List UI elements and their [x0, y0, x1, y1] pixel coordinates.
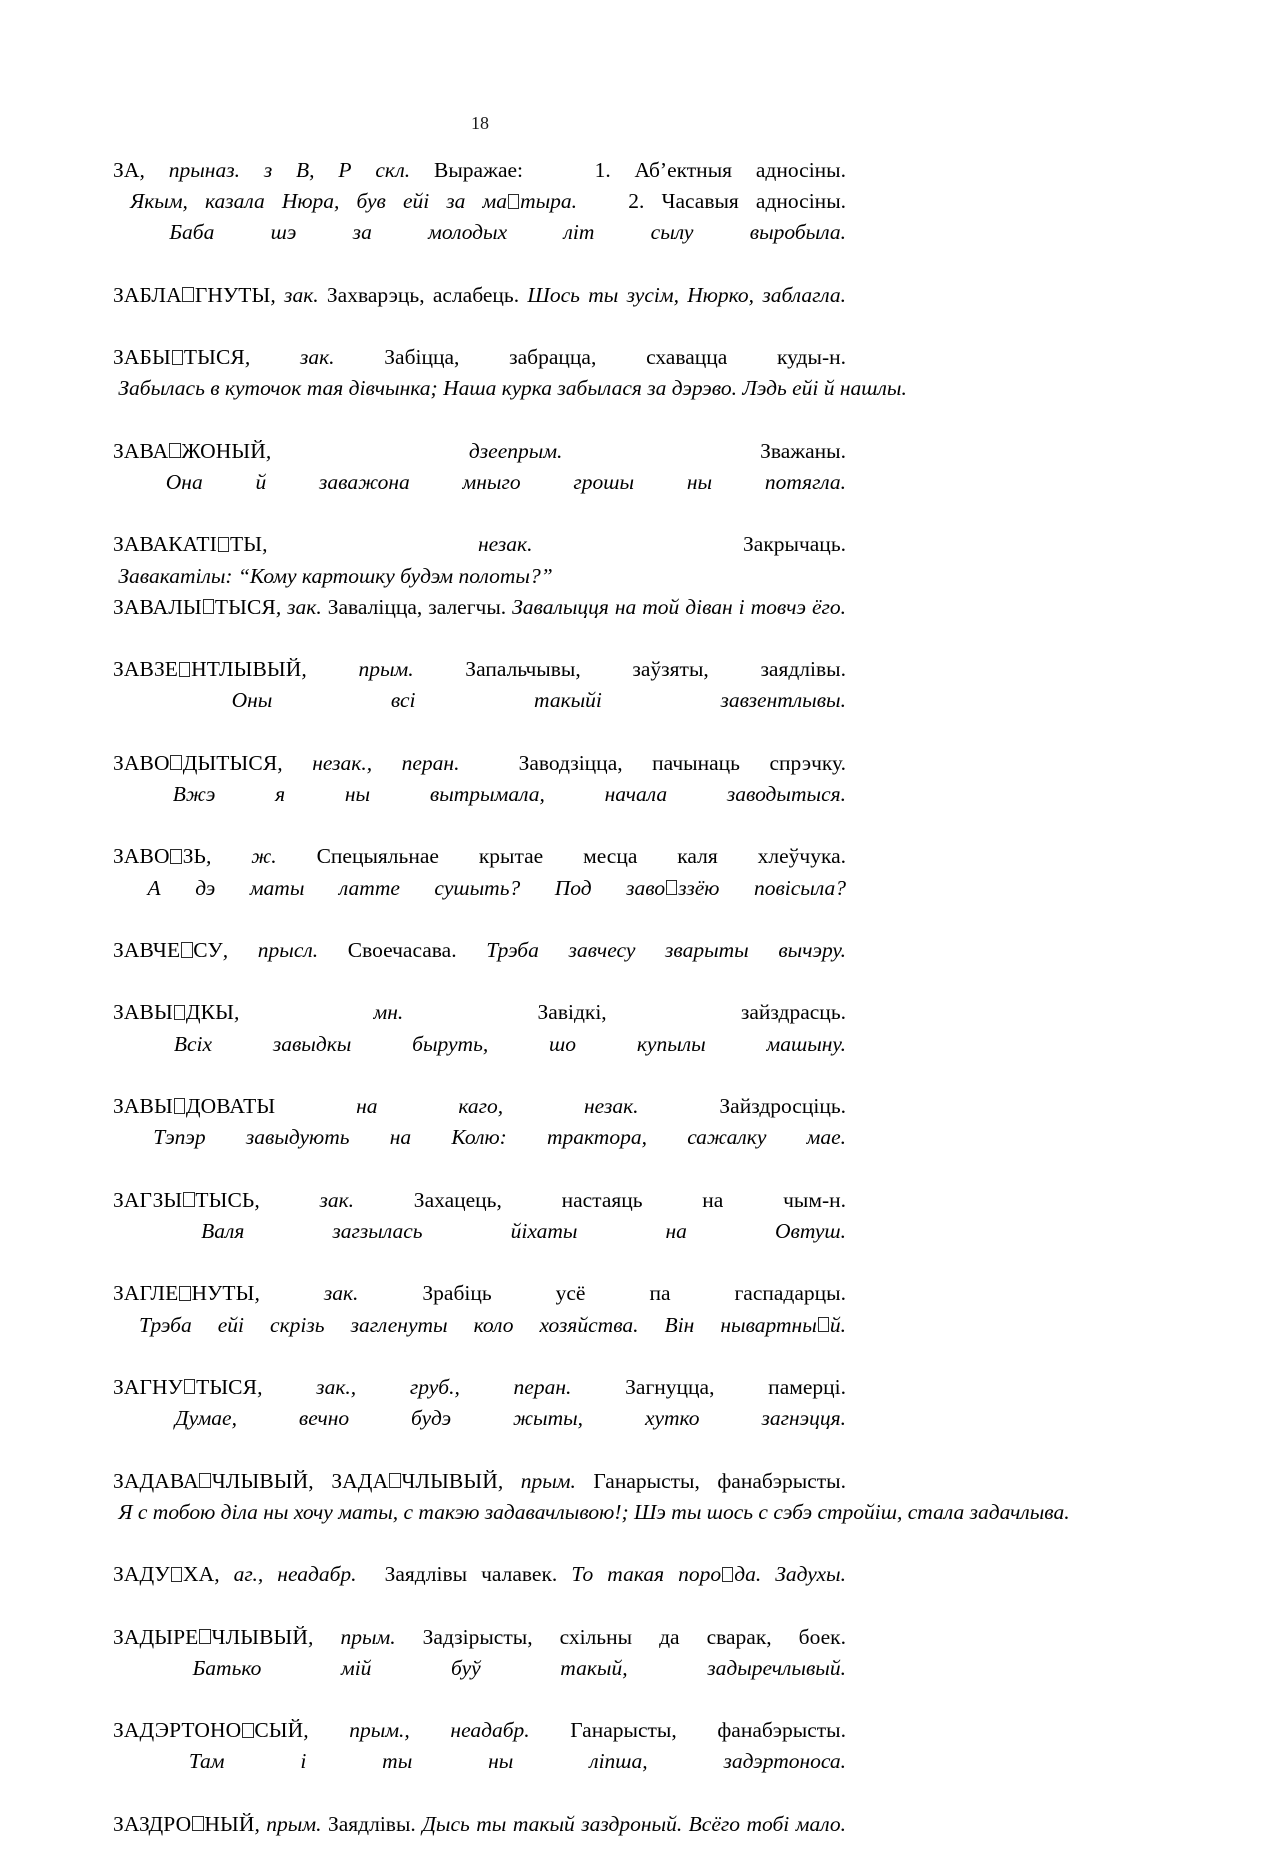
entry-definition: Закрычаць. — [532, 532, 846, 557]
dictionary-entry — [113, 1278, 846, 1372]
entry-grammar-label: , зак. — [254, 1281, 359, 1306]
entry-headword: ЗАДЫРЕ ЧЛЫВЫЙ — [113, 1624, 309, 1649]
entry-grammar-label: , зак. — [275, 594, 322, 619]
entry-example: Забылась в куточок тая дівчынка; Наша курка забылася за дэрэво. Лэдь ейі й нашлы. — [113, 376, 907, 401]
entry-headword: ЗАВО ДЫТЫСЯ — [113, 750, 278, 775]
entry-grammar-label: , зак. — [254, 1187, 355, 1212]
entry-headword: ЗАДУ ХА — [113, 1562, 215, 1587]
missing-glyph-box — [170, 755, 182, 770]
sense-example: Баба шэ за молодых літ сылу выробыла. — [113, 220, 846, 245]
entry-grammar-label: , аг., неадабр. — [214, 1562, 357, 1587]
missing-glyph-box — [818, 1317, 830, 1332]
dictionary-entry — [113, 654, 846, 748]
missing-glyph-box — [174, 1005, 186, 1020]
entry-headword: ЗАДЭРТОНО СЫЙ — [113, 1718, 304, 1743]
dictionary-entry — [113, 1715, 846, 1809]
entry-definition: Запальчывы, заўзяты, заядлівы. — [413, 657, 846, 682]
missing-glyph-box — [183, 1192, 195, 1207]
entry-example: Валя загзылась йіхаты на Овтуш. — [113, 1218, 846, 1243]
entry-headword: ЗАВАЛЫ ТЫСЯ — [113, 594, 276, 619]
sense-number: 2. — [577, 189, 645, 214]
sense-definition: Часавыя адносіны. — [644, 189, 847, 214]
entry-headword: ЗАВА ЖОНЫЙ — [113, 438, 266, 463]
entry-definition: Зайздросціць. — [638, 1094, 847, 1119]
entry-headword: ЗАВО ЗЬ — [113, 844, 207, 869]
entry-grammar-label: , зак. — [270, 282, 319, 307]
missing-glyph-box — [242, 1723, 254, 1738]
missing-glyph-box — [508, 194, 520, 209]
entry-definition: Заваліцца, залегчы. — [321, 594, 507, 619]
dictionary-entry-list — [113, 155, 1070, 1871]
dictionary-entry — [113, 1372, 846, 1466]
missing-glyph-box — [182, 287, 194, 302]
dictionary-entry — [113, 155, 846, 280]
entry-grammar-label: , прым. — [301, 657, 414, 682]
dictionary-entry — [113, 342, 907, 436]
entry-example: Я с тобою діла ны хочу маты, с такэю задавачлывою!; Шэ ты шось с сэбэ стройіш, стала задачлыва. — [113, 1499, 1070, 1524]
dictionary-entry — [113, 280, 846, 342]
entry-definition: Захацець, настаяць на чым-н. — [354, 1187, 846, 1212]
missing-glyph-box — [174, 1098, 186, 1113]
entry-example: Там і ты ны ліпша, задэртоноса. — [113, 1749, 846, 1774]
dictionary-entry — [113, 841, 846, 935]
entry-grammar-label: , прысл. — [222, 938, 319, 963]
entry-example: Тэпэр завыдують на Колю: трактора, сажалку мае. — [113, 1125, 846, 1150]
entry-definition: Захварэць, аслабець. — [318, 282, 520, 307]
entry-headword: ЗАВЧЕ СУ — [113, 938, 223, 963]
entry-grammar-label: , зак. — [244, 345, 335, 370]
entry-example: Завалыцця на той діван і товчэ ёго. — [506, 594, 846, 619]
entry-example: А дэ маты латте сушыть? Под заво ззёю повісыла? — [113, 875, 846, 900]
entry-definition: Загнуцца, памерці. — [571, 1374, 846, 1399]
entry-headword: ЗАВЫ ДОВАТЫ — [113, 1094, 276, 1119]
entry-example: Трэба завчесу зварыты вычэру. — [456, 938, 846, 963]
entry-headword: ЗАБЫ ТЫСЯ — [113, 345, 245, 370]
entry-definition: Завідкі, зайздрасць. — [403, 1000, 846, 1025]
entry-grammar-label: на каго, незак. — [275, 1094, 639, 1119]
entry-example: Всіх завыдкы быруть, шо купылы машыну. — [113, 1031, 846, 1056]
entry-grammar-label: , зак., груб., перан. — [257, 1374, 572, 1399]
sense-definition: Аб’ектныя адносіны. — [610, 158, 846, 182]
entry-definition: Задзірысты, схільны да сварак, боек. — [395, 1624, 846, 1649]
entry-headword: ЗАГЛЕ НУТЫ — [113, 1281, 255, 1306]
entry-headword: ЗАДАВА ЧЛЫВЫЙ, ЗАДА ЧЛЫВЫЙ — [113, 1468, 498, 1493]
entry-definition: Выражае: — [410, 158, 524, 182]
page-number: 18 — [471, 113, 489, 133]
missing-glyph-box — [172, 350, 184, 365]
entry-example: Дысь ты такый заздроный. Всёго тобі мало. — [415, 1811, 846, 1836]
sense-example: Якым, казала Нюра, був ейі за ма тыра. — [113, 189, 578, 214]
entry-example: Шось ты зусім, Нюрко, заблагла. — [519, 282, 847, 307]
entry-headword: ЗАВЫ ДКЫ — [113, 1000, 234, 1025]
entry-definition: Зрабіць усё па гаспадарцы. — [358, 1281, 846, 1306]
entry-definition: Заводзіцца, пачынаць спрэчку. — [459, 750, 846, 775]
dictionary-entry — [113, 1091, 846, 1185]
sense-number: 1. — [523, 158, 611, 182]
entry-grammar-label: , дзеепрым. — [265, 438, 563, 463]
entry-headword: ЗАВАКАТІ ТЫ — [113, 532, 263, 557]
entry-example: Батько мій буў такый, задыречлывый. — [113, 1655, 846, 1680]
entry-headword: ЗАЗДРО НЫЙ — [113, 1811, 255, 1836]
entry-grammar-label: , прым. — [497, 1468, 576, 1493]
missing-glyph-box — [169, 443, 181, 458]
entry-headword: ЗАБЛА ГНУТЫ — [113, 282, 271, 307]
entry-headword: ЗАВЗЕ НТЛЫВЫЙ — [113, 657, 302, 682]
dictionary-entry — [113, 436, 846, 530]
entry-definition: Ганарысты, фанабэрысты. — [575, 1468, 846, 1493]
missing-glyph-box — [389, 1473, 401, 1488]
missing-glyph-box — [179, 1286, 191, 1301]
entry-definition: Ганарысты, фанабэрысты. — [529, 1718, 846, 1743]
entry-example: Завакатілы: “Кому картошку будэм полоты?” — [113, 563, 553, 588]
missing-glyph-box — [170, 849, 182, 864]
dictionary-entry — [113, 1466, 1070, 1560]
dictionary-entry — [113, 997, 846, 1091]
entry-grammar-label: , ж. — [206, 844, 277, 869]
entry-definition: Своечасава. — [318, 938, 457, 963]
entry-example: То такая поро да. Задухы. — [557, 1562, 846, 1587]
dictionary-entry — [113, 1809, 846, 1871]
entry-grammar-label: , прыназ. з В, Р скл. — [139, 158, 411, 182]
missing-glyph-box — [199, 1629, 211, 1644]
entry-grammar-label: , прым. — [254, 1811, 322, 1836]
dictionary-entry — [113, 1185, 846, 1279]
missing-glyph-box — [181, 942, 193, 957]
dictionary-entry — [113, 935, 846, 997]
missing-glyph-box — [199, 1473, 211, 1488]
entry-grammar-label: , мн. — [233, 1000, 404, 1025]
missing-glyph-box — [218, 537, 230, 552]
missing-glyph-box — [666, 880, 678, 895]
entry-grammar-label: , незак., перан. — [277, 750, 460, 775]
entry-grammar-label: , прым., неадабр. — [303, 1718, 530, 1743]
dictionary-entry — [113, 529, 846, 591]
entry-grammar-label: , незак. — [262, 532, 533, 557]
missing-glyph-box — [722, 1567, 734, 1582]
entry-definition: Заядлівы чалавек. — [356, 1562, 558, 1587]
missing-glyph-box — [192, 1816, 204, 1831]
entry-grammar-label: , прым. — [308, 1624, 396, 1649]
dictionary-entry — [113, 1622, 846, 1716]
entry-example: Она й заважона мныго грошы ны потягла. — [113, 470, 846, 495]
entry-definition: Забіцца, забрацца, схавацца куды-н. — [334, 345, 846, 370]
entry-headword: ЗА — [113, 158, 140, 182]
missing-glyph-box — [203, 599, 215, 614]
missing-glyph-box — [171, 1567, 183, 1582]
missing-glyph-box — [184, 1379, 196, 1394]
entry-headword: ЗАГЗЫ ТЫСЬ — [113, 1187, 255, 1212]
entry-definition: Заядлівы. — [321, 1811, 416, 1836]
entry-headword: ЗАГНУ ТЫСЯ — [113, 1374, 258, 1399]
entry-example: Вжэ я ны вытрымала, начала заводытыся. — [113, 782, 846, 807]
entry-definition: Спецыяльнае крытае месца каля хлеўчука. — [276, 844, 847, 869]
entry-example: Оны всі такыйі завзентлывы. — [113, 688, 846, 713]
entry-example: Думае, вечно будэ жыты, хутко загнэцця. — [113, 1406, 846, 1431]
entry-definition: Зважаны. — [562, 438, 846, 463]
dictionary-entry — [113, 592, 846, 654]
entry-example: Трэба ейі скрізь загленуты коло хозяйства. Він нывартны й. — [113, 1312, 846, 1337]
dictionary-entry — [113, 1559, 846, 1621]
missing-glyph-box — [179, 662, 191, 677]
dictionary-entry — [113, 748, 846, 842]
